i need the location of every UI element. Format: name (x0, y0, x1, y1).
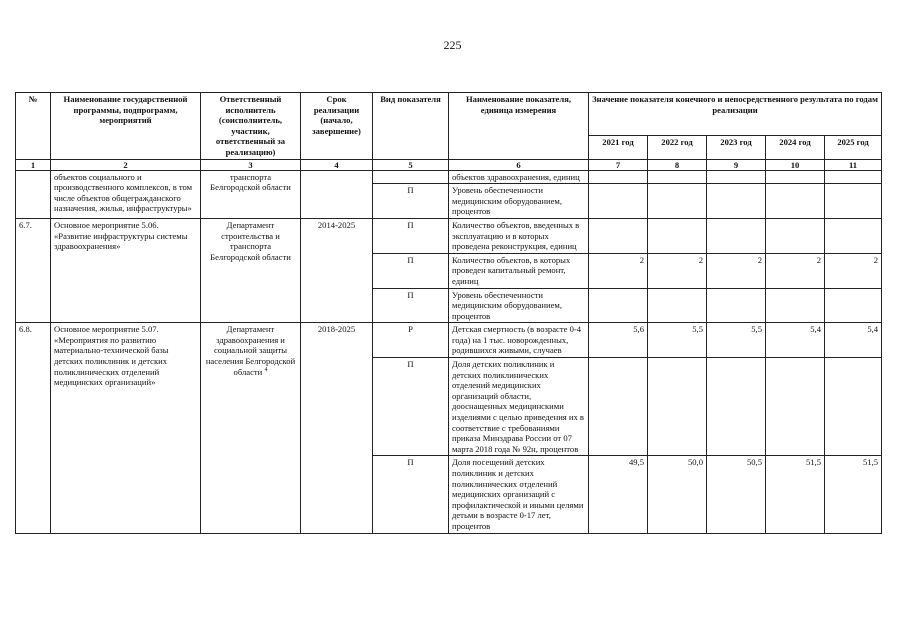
measure-term: 2014-2025 (301, 218, 373, 322)
column-index: 8 (648, 159, 707, 170)
indicator-kind: П (373, 184, 449, 219)
table-row (16, 170, 882, 184)
measure-term (301, 170, 373, 218)
value-2021: 2 (589, 253, 648, 288)
indicator-name: Количество объектов, введенных в эксплуатацию и в которых проведена реконструкция, единиц (449, 218, 589, 253)
indicator-kind: Р (373, 323, 449, 358)
column-index: 3 (201, 159, 301, 170)
value-2022: 5,5 (648, 323, 707, 358)
indicator-name: Доля детских поликлиник и детских поликлинических отделений медицинских организаций области, дооснащенных медицинскими изделиями с целью приведения их в соответствие с требованиями приказа Минздрава России от 07 марта 2018 года № 92н, процентов (449, 358, 589, 456)
indicator-kind: П (373, 456, 449, 533)
indicator-name: Количество объектов, в которых проведен капитальный ремонт, единиц (449, 253, 589, 288)
value-2021 (589, 358, 648, 456)
indicator-kind: П (373, 218, 449, 253)
header-num: № (16, 93, 51, 160)
value-2024 (766, 184, 825, 219)
value-2024 (766, 358, 825, 456)
measure-name: Основное мероприятие 5.07. «Мероприятия по развитию материально-технической базы детских поликлиник и детских поликлинических отделений медицинских организаций» (51, 323, 201, 533)
value-2025 (825, 170, 882, 184)
indicator-name: Уровень обеспеченности медицинским оборудованием, процентов (449, 184, 589, 219)
value-2023 (707, 184, 766, 219)
value-2022 (648, 218, 707, 253)
measure-executor (201, 323, 301, 533)
value-2023: 2 (707, 253, 766, 288)
header-year: 2025 год (825, 135, 882, 159)
value-2023 (707, 218, 766, 253)
value-2025 (825, 184, 882, 219)
column-index: 6 (449, 159, 589, 170)
value-2025: 2 (825, 253, 882, 288)
indicator-kind: П (373, 288, 449, 323)
value-2021 (589, 184, 648, 219)
table-row (16, 218, 882, 253)
column-index: 4 (301, 159, 373, 170)
value-2024: 5,4 (766, 323, 825, 358)
measure-name: объектов социального и производственного комплексов, в том числе объектов общегражданского назначения, жилья, инфраструктуры» (51, 170, 201, 218)
measure-name: Основное мероприятие 5.06. «Развитие инфраструктуры системы здравоохранения» (51, 218, 201, 322)
value-2023: 5,5 (707, 323, 766, 358)
value-2023 (707, 288, 766, 323)
header-year: 2021 год (589, 135, 648, 159)
measure-term: 2018-2025 (301, 323, 373, 533)
indicators-table (15, 92, 882, 534)
column-index: 9 (707, 159, 766, 170)
column-index: 1 (16, 159, 51, 170)
value-2021 (589, 218, 648, 253)
header-kind: Вид показателя (373, 93, 449, 160)
column-index-row (16, 159, 882, 170)
value-2021 (589, 170, 648, 184)
header-term: Срок реализации (начало, завершение) (301, 93, 373, 160)
value-2025: 51,5 (825, 456, 882, 533)
column-index: 7 (589, 159, 648, 170)
value-2024: 51,5 (766, 456, 825, 533)
value-2021 (589, 288, 648, 323)
value-2025 (825, 218, 882, 253)
executor-text: Департамент здравоохранения и социальной защиты населения Белгородской области (205, 324, 296, 377)
indicator-kind (373, 170, 449, 184)
measure-executor: транспорта Белгородской области (201, 170, 301, 218)
column-index: 10 (766, 159, 825, 170)
header-values-group: Значение показателя конечного и непосредственного результата по годам реализации (589, 93, 882, 136)
value-2025: 5,4 (825, 323, 882, 358)
page-number: 225 (443, 38, 462, 52)
row-num: 6.7. (16, 218, 51, 322)
value-2024 (766, 218, 825, 253)
value-2022: 50,0 (648, 456, 707, 533)
value-2022 (648, 184, 707, 219)
value-2023 (707, 170, 766, 184)
table-row (16, 323, 882, 358)
value-2024 (766, 288, 825, 323)
column-index: 5 (373, 159, 449, 170)
header-executor: Ответственный исполнитель (соисполнитель, участник, ответственный за реализацию) (201, 93, 301, 160)
value-2022 (648, 170, 707, 184)
value-2021: 49,5 (589, 456, 648, 533)
indicator-name: Уровень обеспеченности медицинским оборудованием, процентов (449, 288, 589, 323)
column-index: 2 (51, 159, 201, 170)
indicator-name: Детская смертность (в возрасте 0-4 года) на 1 тыс. новорожденных, родившихся живыми, случаев (449, 323, 589, 358)
table-header (16, 93, 882, 171)
header-indicator: Наименование показателя, единица измерения (449, 93, 589, 160)
value-2024 (766, 170, 825, 184)
header-year: 2024 год (766, 135, 825, 159)
value-2024: 2 (766, 253, 825, 288)
value-2022 (648, 358, 707, 456)
value-2023: 50,5 (707, 456, 766, 533)
indicator-kind: П (373, 253, 449, 288)
indicator-name: объектов здравоохранения, единиц (449, 170, 589, 184)
row-num: 6.8. (16, 323, 51, 533)
header-year: 2023 год (707, 135, 766, 159)
value-2022: 2 (648, 253, 707, 288)
header-year: 2022 год (648, 135, 707, 159)
value-2025 (825, 358, 882, 456)
value-2021: 5,6 (589, 323, 648, 358)
indicator-kind: П (373, 358, 449, 456)
header-name: Наименование государственной программы, подпрограмм, мероприятий (51, 93, 201, 160)
footnote-marker: 4 (264, 366, 268, 373)
value-2025 (825, 288, 882, 323)
measure-executor: Департамент строительства и транспорта Белгородской области (201, 218, 301, 322)
indicator-name: Доля посещений детских поликлиник и детских поликлинических отделений медицинских организаций с профилактической и иными целями детьми в возрасте 0-17 лет, процентов (449, 456, 589, 533)
column-index: 11 (825, 159, 882, 170)
value-2022 (648, 288, 707, 323)
value-2023 (707, 358, 766, 456)
row-num (16, 170, 51, 218)
